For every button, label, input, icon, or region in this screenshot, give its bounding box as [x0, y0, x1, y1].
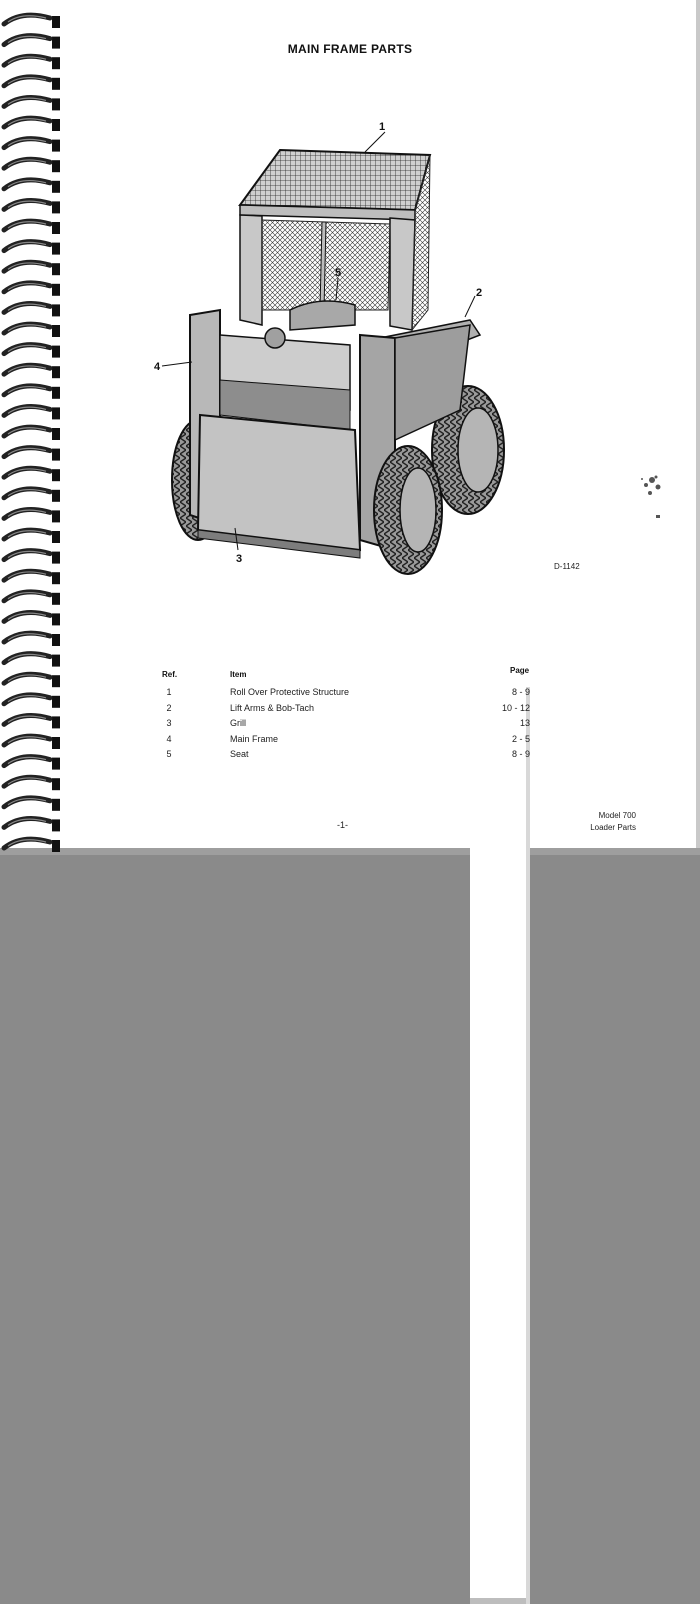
row-ref: 3 [166, 718, 172, 728]
spiral-binding [0, 0, 70, 855]
front-tire [374, 446, 442, 574]
callout-5: 5 [335, 267, 342, 279]
binding-hole [52, 98, 60, 110]
binding-hole [52, 531, 60, 543]
header-ref: Ref. [162, 670, 178, 679]
row-ref: 2 [166, 702, 172, 713]
row-page: 10 - 12 [470, 703, 530, 1558]
binding-hole [52, 140, 60, 152]
manual-subtitle: Loader Parts [590, 823, 636, 832]
model-label [566, 810, 636, 834]
binding-hole [52, 510, 60, 522]
figure-code: D-1142 [554, 562, 580, 571]
row-ref: 5 [166, 749, 172, 759]
binding-hole [52, 634, 60, 646]
binding-hole [52, 490, 60, 502]
binding-hole [52, 737, 60, 749]
binding-hole [52, 655, 60, 667]
row-item: Main Frame [230, 733, 279, 744]
binding-hole [52, 16, 60, 28]
binding-hole [52, 78, 60, 90]
binding-hole [52, 387, 60, 399]
binding-hole [52, 181, 60, 193]
row-ref: 4 [166, 733, 172, 744]
binding-hole [52, 160, 60, 172]
row-item: Roll Over Protective Structure [230, 687, 350, 697]
header-item: Item [230, 670, 247, 679]
row-page: 2 - 5 [470, 734, 530, 1589]
page-number: -1- [337, 820, 348, 830]
binding-hole [52, 222, 60, 234]
binding-hole [52, 778, 60, 790]
binding-hole [52, 552, 60, 564]
binding-hole [52, 675, 60, 687]
seat [290, 301, 355, 330]
callout-2: 2 [476, 287, 483, 299]
binding-hole [52, 469, 60, 481]
callout-4: 4 [154, 361, 161, 373]
row-item: Lift Arms & Bob-Tach [230, 702, 315, 713]
page-edge [696, 0, 700, 855]
row-page: 8 - 9 [470, 749, 530, 1604]
binding-hole [52, 346, 60, 358]
row-item: Seat [230, 749, 249, 759]
binding-hole [52, 366, 60, 378]
page-edge-shadow [0, 848, 700, 855]
row-ref: 1 [166, 687, 172, 697]
row-item: Grill [230, 718, 246, 728]
main-frame [190, 310, 360, 558]
callout-1: 1 [379, 121, 386, 133]
binding-hole [52, 819, 60, 831]
binding-hole [52, 119, 60, 131]
binding-hole [52, 325, 60, 337]
row-page: 8 - 9 [470, 687, 530, 1542]
binding-hole [52, 428, 60, 440]
binding-hole [52, 799, 60, 811]
binding-hole [52, 243, 60, 255]
binding-hole [52, 201, 60, 213]
binding-hole [52, 696, 60, 708]
row-page: 13 [470, 718, 530, 1573]
binding-hole [52, 304, 60, 316]
binding-hole [52, 840, 60, 852]
ink-smudge [632, 465, 672, 525]
binding-hole [52, 593, 60, 605]
header-page: Page [510, 666, 530, 675]
binding-hole [52, 572, 60, 584]
binding-hole [52, 716, 60, 728]
binding-hole [52, 407, 60, 419]
binding-hole [52, 613, 60, 625]
loader-illustration [150, 110, 570, 580]
binding-hole [52, 449, 60, 461]
binding-hole [52, 758, 60, 770]
binding-hole [52, 284, 60, 296]
page-title: MAIN FRAME PARTS [287, 42, 413, 56]
model-name: Model 700 [598, 811, 636, 820]
binding-hole [52, 57, 60, 69]
binding-hole [52, 263, 60, 275]
callout-3: 3 [236, 553, 243, 565]
